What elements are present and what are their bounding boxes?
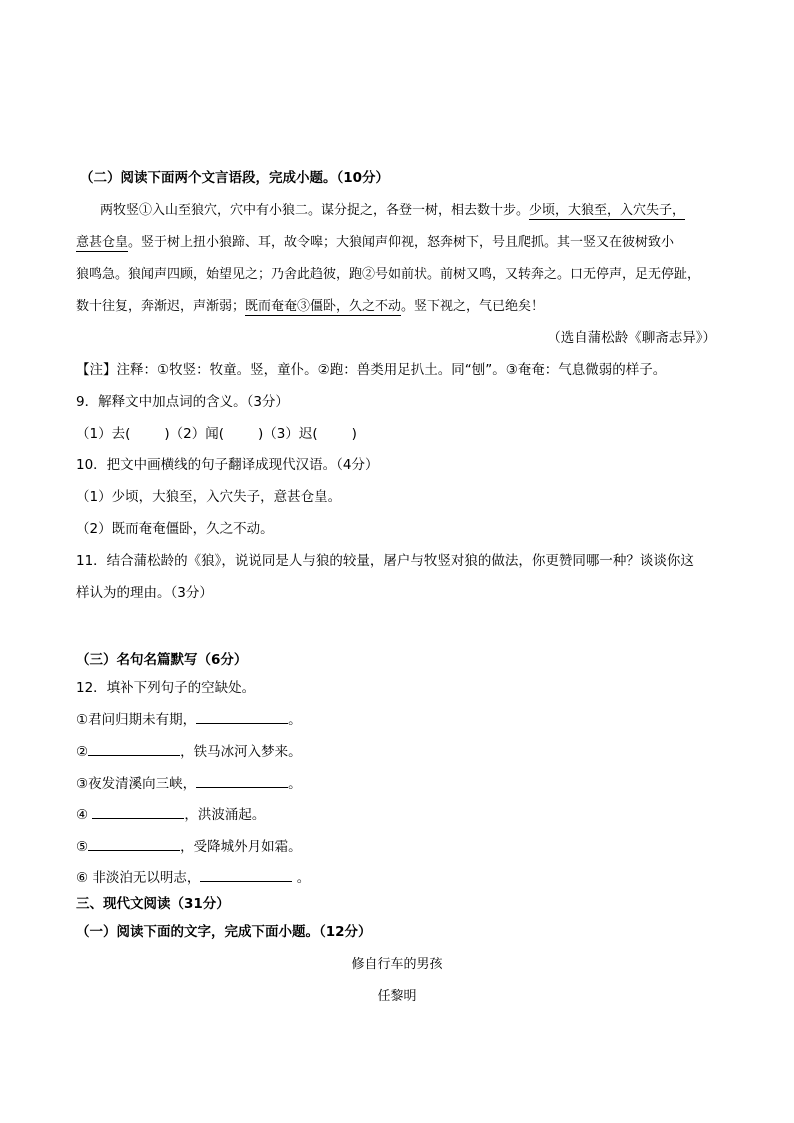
- q9-item-1: （1）去(: [76, 426, 131, 442]
- passage-line-4: [76, 295, 544, 314]
- passage-source: （选自蒲松龄《聊斋志异》）: [547, 330, 716, 346]
- question-11-line-2: 样认为的理由。（3分）: [76, 585, 213, 601]
- passage-text: 。竖于树上扭小狼蹄、耳，故令嗥；大狼闻声仰视，怒奔树下，号且爬抓。其一竖又在彼树致小: [128, 235, 675, 250]
- annotation-note: 【注】注释：①牧竖：牧童。竖，童仆。②跑：兽类用足扒土。同“刨”。③奄奄：气息微弱的样子。: [76, 362, 667, 378]
- q9-item-2: )（2）闻(: [164, 426, 224, 442]
- recitation-line-6: ⑥ 非淡泊无以明志， 。: [76, 866, 310, 886]
- part-heading-modern-reading: 三、现代文阅读（31分）: [76, 896, 230, 912]
- article-title: 修自行车的男孩: [351, 957, 443, 972]
- fill-blank-6[interactable]: [200, 867, 292, 882]
- fill-blank-2[interactable]: [88, 741, 180, 756]
- q9-item-3: )（3）迟(: [257, 426, 318, 442]
- fill-blank-5[interactable]: [88, 836, 180, 851]
- passage-line-2: [76, 231, 674, 250]
- question-9-blanks: [76, 422, 357, 442]
- section-heading-classical: （二）阅读下面两个文言语段，完成小题。（10分）: [80, 170, 390, 186]
- question-12-title: 12．填补下列句子的空缺处。: [76, 680, 256, 696]
- underlined-sentence-1-part-a: 少顷，大狼至，入穴失子，: [529, 203, 686, 218]
- question-9-title: 9．解释文中加点词的含义。（3分）: [76, 394, 289, 410]
- q9-item-close: ): [351, 426, 357, 442]
- recitation-line-5: ⑤ ，受降城外月如霜。: [76, 835, 302, 855]
- underlined-sentence-2: 既而奄奄③僵卧，久之不动: [245, 299, 402, 314]
- passage-line-1: [100, 199, 685, 218]
- fill-blank-4[interactable]: [92, 804, 184, 819]
- underlined-sentence-1-part-b: 意甚仓皇: [76, 235, 129, 250]
- question-10-title: 10．把文中画横线的句子翻译成现代汉语。（4分）: [76, 457, 379, 473]
- recitation-line-2: ② ，铁马冰河入梦来。: [76, 740, 302, 760]
- fill-blank-1[interactable]: [196, 709, 288, 724]
- fill-blank-3[interactable]: [196, 773, 288, 788]
- passage-line-3: 狼鸣急。狼闻声四顾，始望见之；乃舍此趋彼，跑②号如前状。前树又鸣，又转奔之。口无停声，足无停趾，: [76, 267, 701, 282]
- passage-text: 数十往复，奔渐迟，声渐弱；: [76, 299, 246, 314]
- passage-text: 两牧竖①入山至狼穴，穴中有小狼二。谋分捉之，各登一树，相去数十步。: [100, 203, 530, 218]
- question-11-line-1: 11．结合蒲松龄的《狼》，说说同是人与狼的较量，屠户与牧竖对狼的做法，你更赞同哪一种？谈谈你这: [76, 553, 694, 569]
- question-10-sentence-2: （2）既而奄奄僵卧，久之不动。: [76, 521, 274, 537]
- recitation-line-1: ①君问归期未有期， 。: [76, 708, 302, 728]
- passage-text: 。竖下视之，气已绝矣！: [401, 299, 545, 314]
- recitation-line-4: ④ ，洪波涌起。: [76, 803, 265, 823]
- question-10-sentence-1: （1）少顷，大狼至，入穴失子，意甚仓皇。: [76, 489, 342, 505]
- sub-heading-reading-1: （一）阅读下面的文字，完成下面小题。（12分）: [76, 924, 372, 940]
- article-author: 任黎明: [377, 989, 417, 1004]
- section-heading-recitation: （三）名句名篇默写（6分）: [76, 652, 248, 668]
- recitation-line-3: ③夜发清溪向三峡， 。: [76, 772, 302, 792]
